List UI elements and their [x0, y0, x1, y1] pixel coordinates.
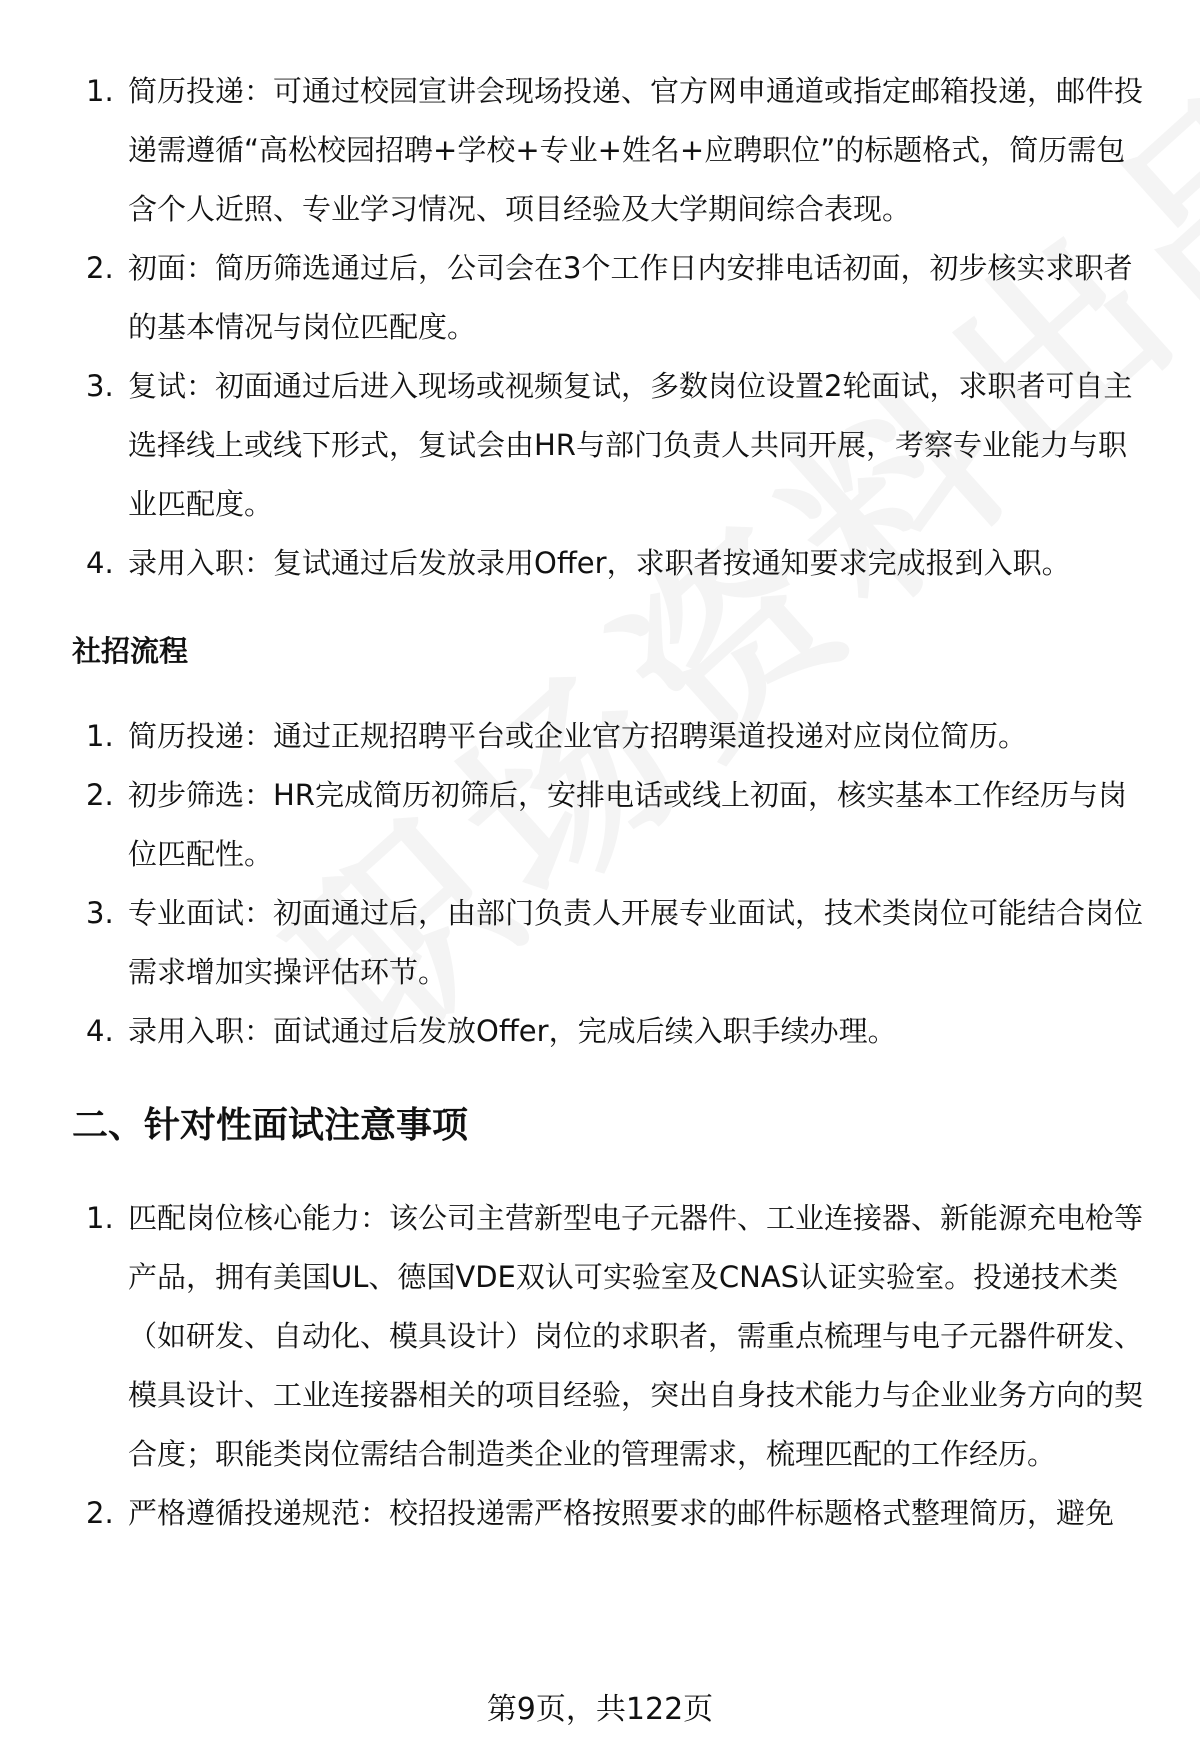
list-item — [72, 1484, 1152, 1543]
list-text: 简历投递：可通过校园宣讲会现场投递、官方网申通道或指定邮箱投递，邮件投递需遵循“高松校园招聘+学校+专业+姓名+应聘职位”的标题格式，简历需包含个人近照、专业学习情况、项目经验及大学期间综合表现。 — [128, 74, 1144, 226]
list-number: 1. — [86, 719, 114, 753]
list-number: 1. — [86, 1201, 114, 1235]
list-item — [72, 766, 1152, 884]
page-content — [72, 62, 1152, 1543]
list-number: 3. — [86, 896, 114, 930]
social-process-list — [72, 707, 1152, 1061]
list-number: 3. — [86, 369, 114, 403]
list-number: 2. — [86, 1496, 114, 1530]
list-text: 严格遵循投递规范：校招投递需严格按照要求的邮件标题格式整理简历，避免 — [128, 1496, 1115, 1530]
list-item — [72, 1189, 1152, 1484]
list-text: 初步筛选：HR完成简历初筛后，安排电话或线上初面，核实基本工作经历与岗位匹配性。 — [128, 778, 1127, 871]
list-item — [72, 239, 1152, 357]
list-text: 复试：初面通过后进入现场或视频复试，多数岗位设置2轮面试，求职者可自主选择线上或线下形式，复试会由HR与部门负责人共同开展，考察专业能力与职业匹配度。 — [128, 369, 1133, 521]
list-text: 专业面试：初面通过后，由部门负责人开展专业面试，技术类岗位可能结合岗位需求增加实操评估环节。 — [128, 896, 1144, 989]
list-item — [72, 707, 1152, 766]
list-item — [72, 1002, 1152, 1061]
list-number: 2. — [86, 251, 114, 285]
list-text: 初面：简历筛选通过后，公司会在3个工作日内安排电话初面，初步核实求职者的基本情况与岗位匹配度。 — [128, 251, 1133, 344]
list-text: 匹配岗位核心能力：该公司主营新型电子元器件、工业连接器、新能源充电枪等产品，拥有美国UL、德国VDE双认可实验室及CNAS认证实验室。投递技术类（如研发、自动化、模具设计）岗位的求职者，需重点梳理与电子元器件研发、模具设计、工业连接器相关的项目经验，突出自身技术能力与企业业务方向的契合度；职能类岗位需结合制造类企业的管理需求，梳理匹配的工作经历。 — [128, 1201, 1144, 1471]
list-item — [72, 357, 1152, 534]
campus-process-list — [72, 62, 1152, 593]
interview-tips-list — [72, 1189, 1152, 1543]
list-text: 录用入职：面试通过后发放Offer，完成后续入职手续办理。 — [128, 1014, 897, 1048]
list-item — [72, 884, 1152, 1002]
list-number: 4. — [86, 546, 114, 580]
page-footer: 第9页，共122页 — [486, 1692, 714, 1727]
list-item — [72, 534, 1152, 593]
list-item — [72, 62, 1152, 239]
list-text: 简历投递：通过正规招聘平台或企业官方招聘渠道投递对应岗位简历。 — [128, 719, 1028, 753]
social-recruitment-heading: 社招流程 — [72, 634, 189, 668]
list-number: 4. — [86, 1014, 114, 1048]
list-number: 1. — [86, 74, 114, 108]
section-heading: 二、针对性面试注意事项 — [72, 1105, 469, 1146]
list-number: 2. — [86, 778, 114, 812]
list-text: 录用入职：复试通过后发放录用Offer，求职者按通知要求完成报到入职。 — [128, 546, 1071, 580]
